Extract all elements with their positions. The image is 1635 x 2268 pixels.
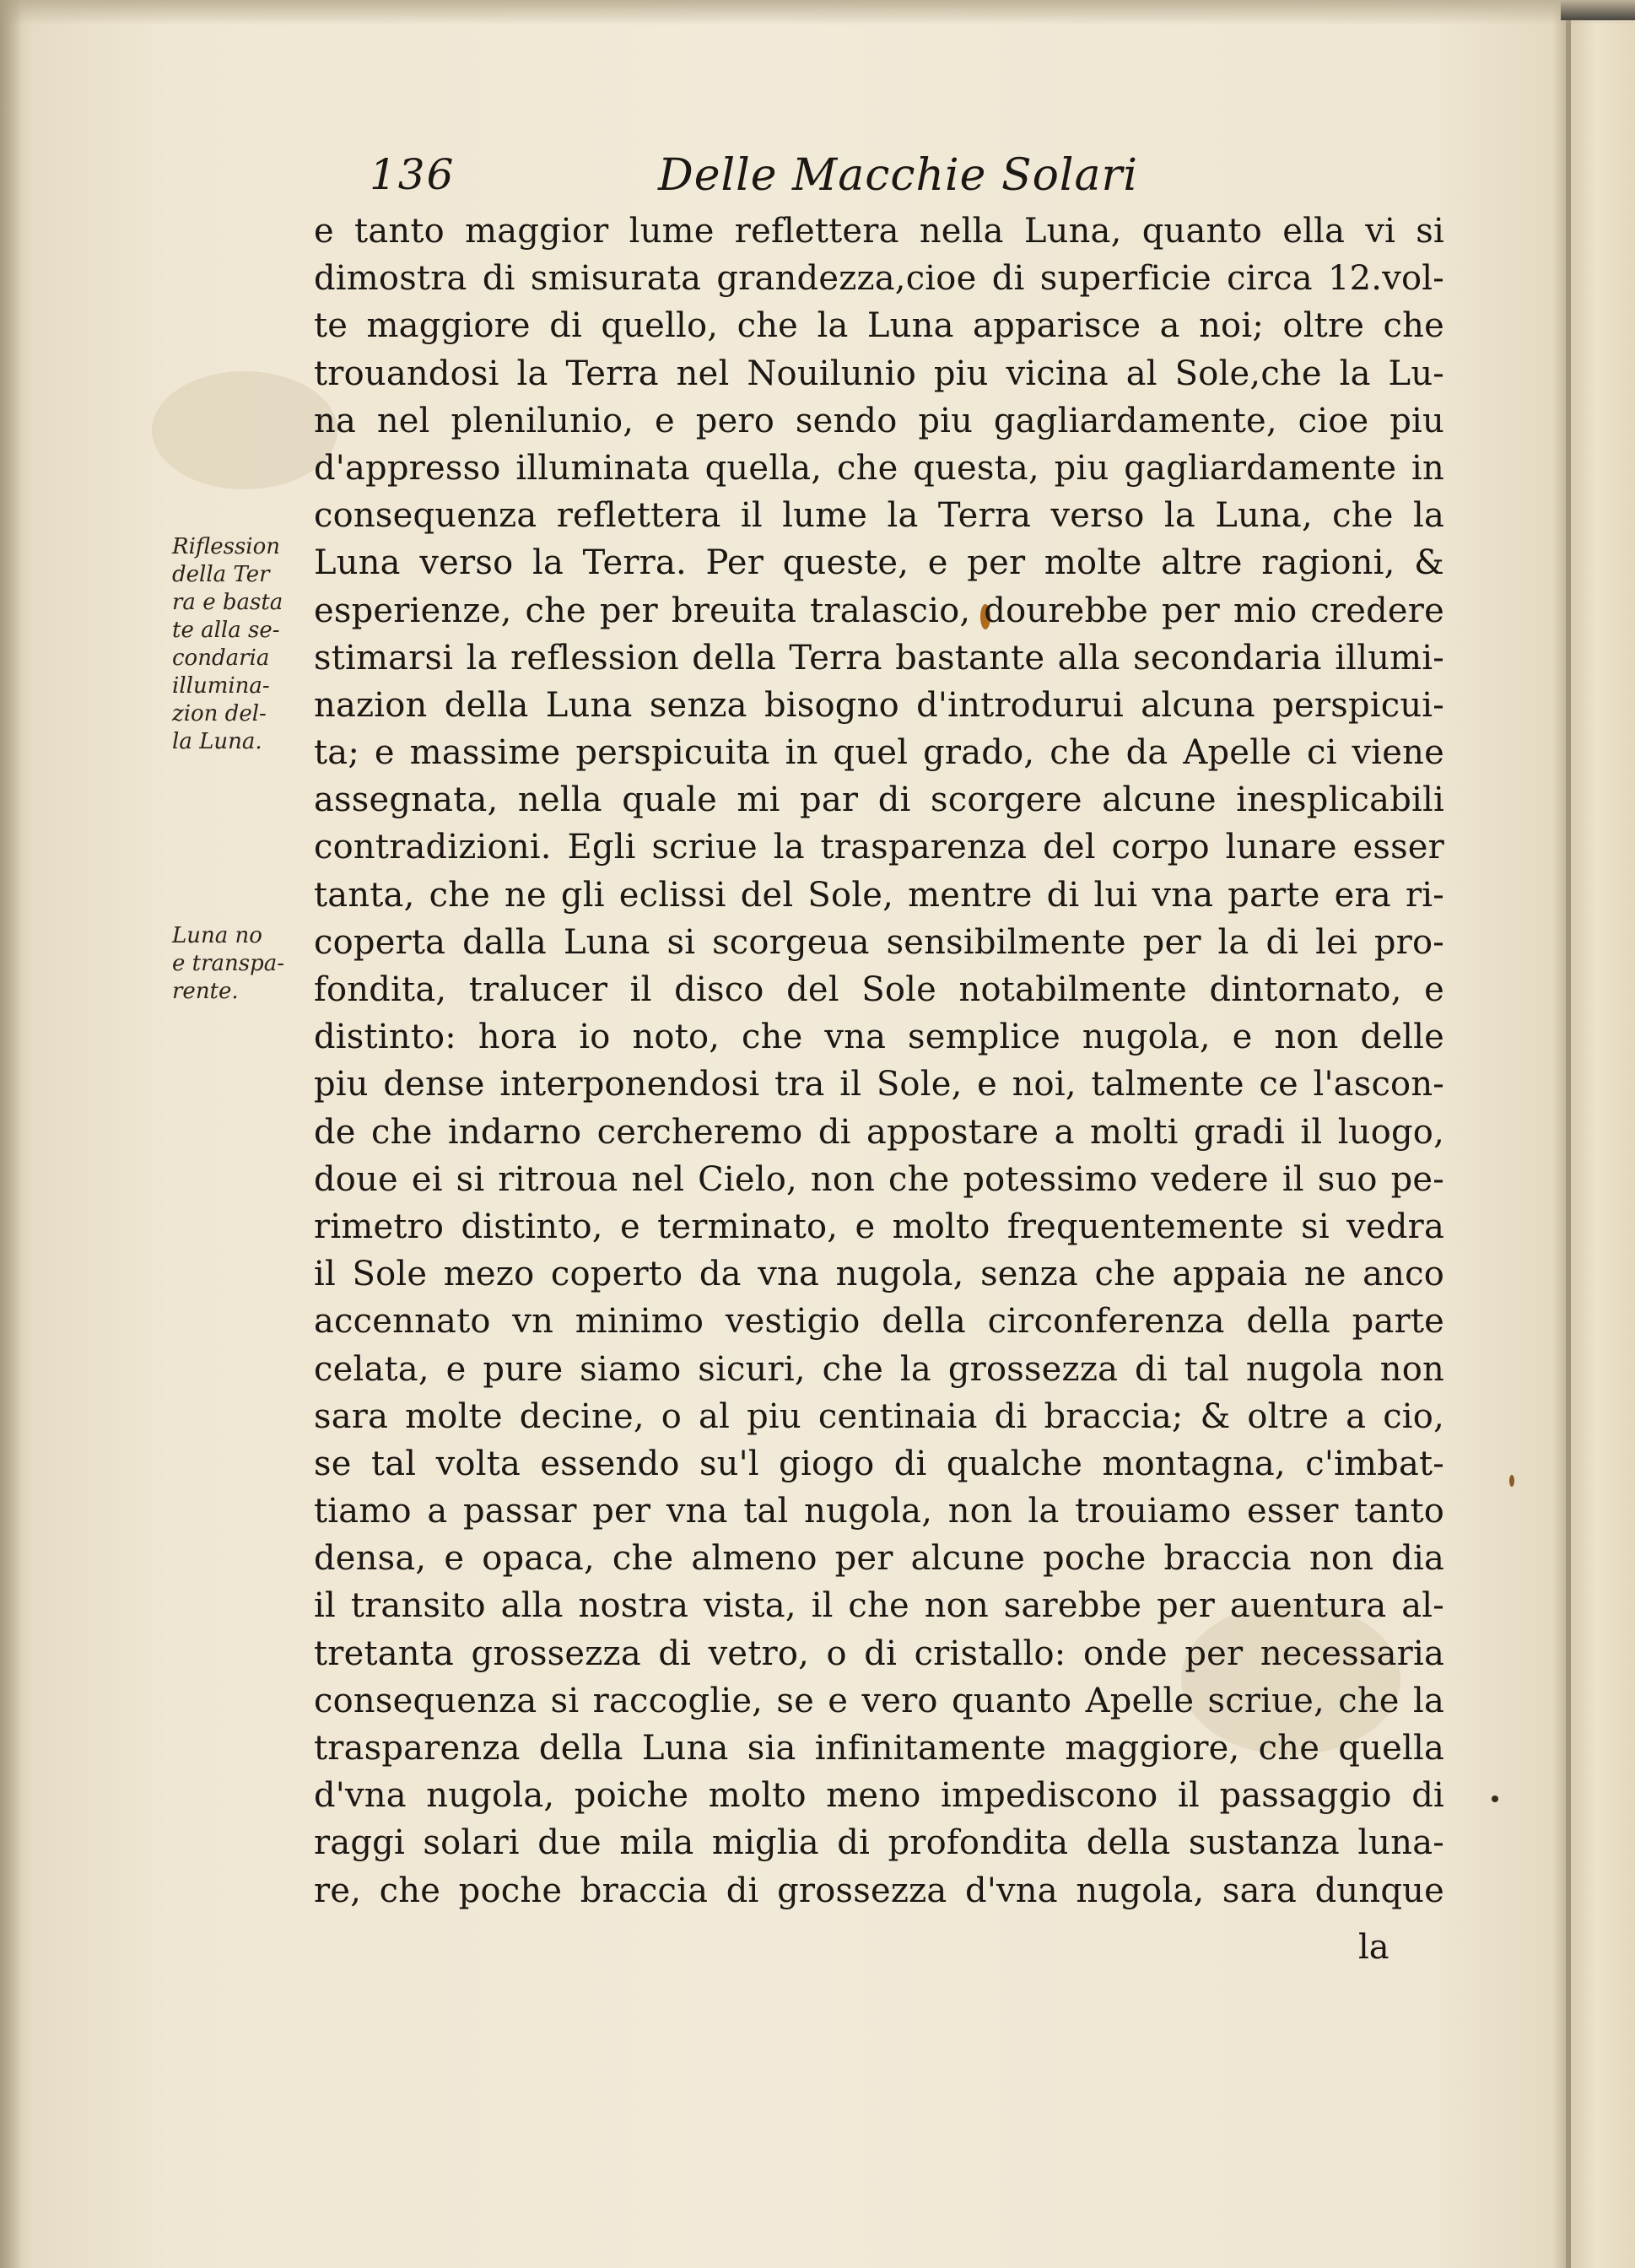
text-line: esperienze, che per breuita tralascio, dourebbe per mio credere bbox=[314, 591, 1444, 630]
text-line: ta; e massime perspicuita in quel grado, che da Apelle ci viene bbox=[314, 733, 1444, 773]
text-line: raggi solari due mila miglia di profondita della sustanza luna- bbox=[314, 1823, 1444, 1863]
margin-note-line: Riflession bbox=[172, 534, 281, 559]
text-line: d'appresso illuminata quella, che questa, piu gagliardamente in bbox=[314, 448, 1444, 488]
text-line: accennato vn minimo vestigio della circonferenza della parte bbox=[314, 1302, 1444, 1342]
text-line: il Sole mezo coperto da vna nugola, senza che appaia ne anco bbox=[314, 1255, 1444, 1294]
text-line: doue ei si ritroua nel Cielo, non che potessimo vedere il suo pe- bbox=[314, 1159, 1444, 1199]
text-line: densa, e opaca, che almeno per alcune poche braccia non dia bbox=[314, 1539, 1444, 1579]
text-line: rimetro distinto, e terminato, e molto frequentemente si vedra bbox=[314, 1207, 1444, 1246]
text-line: tiamo a passar per vna tal nugola, non la trouiamo esser tanto bbox=[314, 1492, 1444, 1531]
text-line: il transito alla nostra vista, il che non sarebbe per auentura al- bbox=[314, 1586, 1444, 1626]
text-line: consequenza reflettera il lume la Terra verso la Luna, che la bbox=[314, 496, 1444, 536]
text-line: se tal volta essendo su'l giogo di qualche montagna, c'imbat- bbox=[314, 1444, 1444, 1483]
text-line: fondita, tralucer il disco del Sole notabilmente dintornato, e bbox=[314, 970, 1444, 1009]
text-line: tretanta grossezza di vetro, o di cristallo: onde per necessaria bbox=[314, 1634, 1444, 1673]
margin-note-line: condaria bbox=[172, 645, 270, 671]
text-line: de che indarno cercheremo di appostare a molti gradi il luogo, bbox=[314, 1112, 1444, 1152]
text-line: Luna verso la Terra. Per queste, e per molte altre ragioni, & bbox=[314, 543, 1444, 583]
text-line: d'vna nugola, poiche molto meno impediscono il passaggio di bbox=[314, 1776, 1444, 1816]
text-line: coperta dalla Luna si scorgeua sensibilmente per la di lei pro- bbox=[314, 922, 1444, 962]
ink-speck bbox=[1509, 1475, 1514, 1487]
ink-speck bbox=[1492, 1796, 1498, 1802]
text-line: celata, e pure siamo sicuri, che la grossezza di tal nugola non bbox=[314, 1349, 1444, 1389]
text-line: sara molte decine, o al piu centinaia di braccia; & oltre a cio, bbox=[314, 1396, 1444, 1436]
next-page-edge bbox=[1571, 0, 1635, 2268]
text-line: trasparenza della Luna sia infinitamente maggiore, che quella bbox=[314, 1729, 1444, 1768]
margin-note bbox=[172, 533, 307, 756]
margin-note-line: te alla se- bbox=[172, 618, 280, 643]
text-line: stimarsi la reflession della Terra bastante alla secondaria illumi- bbox=[314, 638, 1444, 678]
paper-stain bbox=[152, 371, 337, 489]
text-line: tanta, che ne gli eclissi del Sole, mentre di lui vna parte era ri- bbox=[314, 875, 1444, 915]
text-line: e tanto maggior lume reflettera nella Luna, quanto ella vi si bbox=[314, 212, 1444, 251]
text-line: dimostra di smisurata grandezza,cioe di superficie circa 12.vol- bbox=[314, 259, 1444, 299]
catchword: la bbox=[1358, 1928, 1389, 1967]
page-header bbox=[0, 150, 1569, 201]
body-text bbox=[314, 208, 1444, 1914]
text-line: nazion della Luna senza bisogno d'introdurui alcuna perspicui- bbox=[314, 685, 1444, 725]
running-head: Delle Macchie Solari bbox=[658, 150, 1138, 201]
margin-note-line: zion del- bbox=[172, 701, 267, 726]
margin-note-line: della Ter bbox=[172, 562, 270, 587]
text-line: contradizioni. Egli scriue la trasparenza del corpo lunare esser bbox=[314, 828, 1444, 867]
page-top-shadow bbox=[0, 0, 1635, 25]
page-gutter bbox=[1566, 0, 1571, 2268]
margin-note bbox=[172, 922, 307, 1006]
text-line: trouandosi la Terra nel Nouilunio piu vicina al Sole,che la Lu- bbox=[314, 354, 1444, 393]
text-line: distinto: hora io noto, che vna semplice nugola, e non delle bbox=[314, 1018, 1444, 1057]
text-line: assegnata, nella quale mi par di scorgere alcune inesplicabili bbox=[314, 780, 1444, 820]
page-number: 136 bbox=[370, 150, 456, 199]
margin-note-line: Luna no bbox=[172, 923, 262, 948]
margin-note-line: rente. bbox=[172, 979, 239, 1004]
margin-note-line: e transpa- bbox=[172, 951, 285, 976]
margin-note-line: ra e basta bbox=[172, 590, 283, 615]
text-line: te maggiore di quello, che la Luna apparisce a noi; oltre che bbox=[314, 306, 1444, 346]
text-line: na nel plenilunio, e pero sendo piu gagliardamente, cioe piu bbox=[314, 401, 1444, 440]
text-line: consequenza si raccoglie, se e vero quanto Apelle scriue, che la bbox=[314, 1681, 1444, 1720]
text-line: piu dense interponendosi tra il Sole, e noi, talmente ce l'ascon- bbox=[314, 1065, 1444, 1104]
text-line: re, che poche braccia di grossezza d'vna nugola, sara dunque bbox=[314, 1871, 1444, 1910]
page-left-shadow bbox=[0, 0, 22, 2268]
margin-note-line: illumina- bbox=[172, 673, 270, 699]
margin-note-line: la Luna. bbox=[172, 729, 262, 754]
